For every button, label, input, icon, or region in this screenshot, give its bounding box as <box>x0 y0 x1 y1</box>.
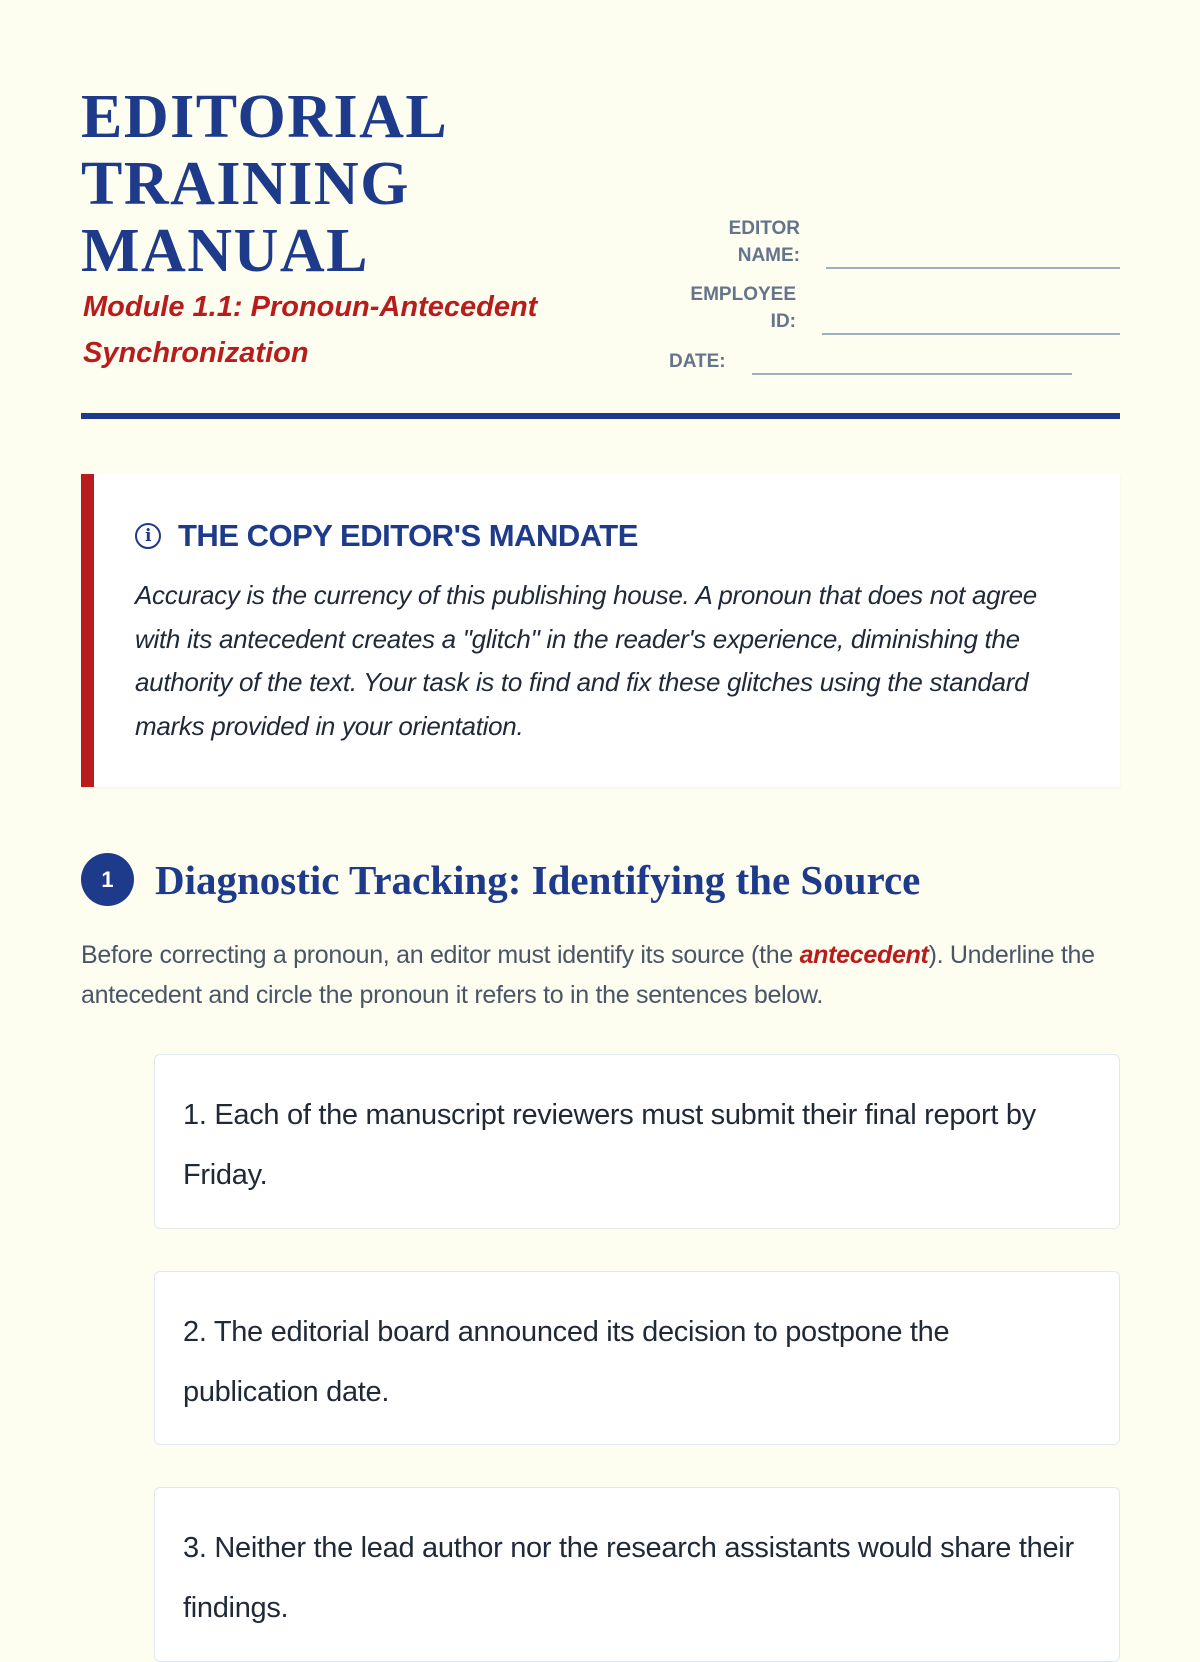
employee-id-label: EMPLOYEE ID: <box>690 284 796 332</box>
info-icon: i <box>135 523 161 549</box>
exercise-card[interactable] <box>154 1271 1120 1445</box>
intro-text: ). Underline the antecedent and circle the pronoun it refers to in the sentences below. <box>81 941 1095 1009</box>
section-title: Diagnostic Tracking: Identifying the Source <box>155 856 921 903</box>
mandate-callout <box>81 474 1120 787</box>
exercise-sentence: 2. The editorial board announced its decision to postpone the publication date. <box>183 1316 950 1408</box>
callout-title: THE COPY EDITOR'S MANDATE <box>178 518 638 553</box>
title-line: EDITORIAL <box>81 83 449 151</box>
date-field[interactable] <box>669 348 1072 375</box>
section-intro <box>81 935 1141 1015</box>
employee-id-line[interactable] <box>822 333 1120 335</box>
section-heading <box>81 853 920 906</box>
manual-title <box>81 84 448 285</box>
header-divider <box>81 413 1120 419</box>
editor-name-label: EDITOR NAME: <box>728 218 800 266</box>
exercise-sentence: 3. Neither the lead author nor the research assistants would share their findings. <box>183 1532 1074 1624</box>
title-line: TRAINING <box>81 150 410 218</box>
antecedent-term: antecedent <box>799 941 929 969</box>
section-number-badge: 1 <box>81 853 134 906</box>
exercise-card[interactable] <box>154 1487 1120 1662</box>
callout-heading <box>135 518 638 554</box>
callout-body: Accuracy is the currency of this publishing house. A pronoun that does not agree with its antecedent creates a "glitch" in the reader's experience, diminishing the authority of the text. Your task is to find and fix these glitches using the standard marks provided in your orientation. <box>135 580 1037 741</box>
title-line: MANUAL <box>81 217 369 285</box>
editor-name-field[interactable] <box>700 215 1120 269</box>
exercise-sentence: 1. Each of the manuscript reviewers must submit their final report by Friday. <box>183 1099 1036 1191</box>
exercise-card[interactable] <box>154 1054 1120 1229</box>
date-label: DATE: <box>669 351 726 372</box>
editor-name-line[interactable] <box>826 267 1120 269</box>
date-line[interactable] <box>752 373 1072 375</box>
intro-text: Before correcting a pronoun, an editor must identify its source (the <box>81 941 800 969</box>
employee-id-field[interactable] <box>680 281 1120 335</box>
module-subtitle: Module 1.1: Pronoun-Antecedent Synchronization <box>83 291 538 369</box>
